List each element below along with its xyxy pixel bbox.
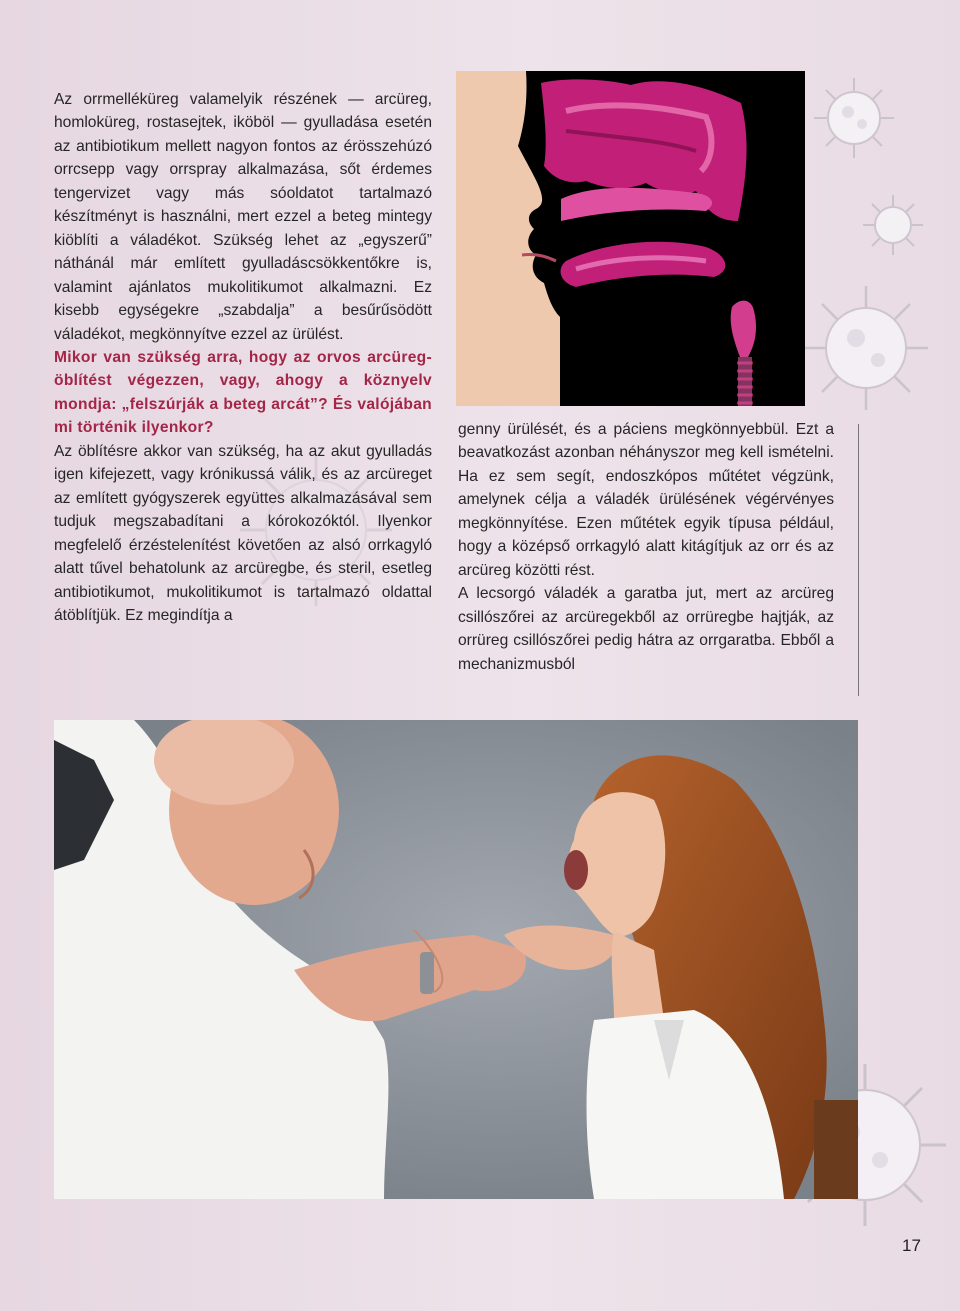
right-paragraph-2: A lecsorgó váladék a garatba jut, mert az arcüreg csillószőrei az arcüregekből az orrüregbe hajtják, az orrüreg csillószőrei pedig hátra az orrgaratba. Ebből a mechanizmusból <box>458 585 834 673</box>
answer-paragraph: Az öblítésre akkor van szükség, ha az akut gyulladás igen kifejezett, vagy krónikussá válik, és az arcüreget az említett gyógyszerek együttes alkalmazásával sem tudjuk megszabadítani a kórokozóktól. Ilyenkor megfelelő érzéstelenítést követően az alsó orrkagyló alatt tűvel behatolunk az arcüregbe, és steril, esetleg antibiotikumot, mukolitikumot is tartalmazó oldattal átöblítjük. Ez megindítja a <box>54 442 432 624</box>
left-column <box>54 88 432 627</box>
right-paragraph-1: genny ürülését, és a páciens megkönnyebbül. Ezt a beavatkozást azonban néhányszor meg kell ismételni. Ha ez sem segít, endoszkópos műtétet végzünk, amelynek célja a váladék ürülésének végérvényes megkönnyítése. Ezen műtétek egyik típusa például, hogy a középső orrkagyló alatt kitágítjuk az orr és az arcüreg közötti rést. <box>458 421 834 579</box>
right-column <box>458 418 834 676</box>
intro-paragraph: Az orrmelléküreg valamelyik részének — arcüreg, homloküreg, rostasejtek, iköböl — gyulladása esetén az antibiotikum mellett nagyon fontos az érösszehúzó orrcsepp vagy orrspray alkalmazása, sőt érdemes tengervizet vagy más sóoldatot tartalmazó készítményt is használni, mert ezzel a beteg mintegy kiöblíti a váladékot. Szükség lehet az „egyszerű” náthánál már említett gyulladáscsökkentőkre is, valamint ajánlatos mukolitikumot alkalmazni. Ez kisebb egységekre „szabdalja” a besűrűsödött váladékot, megkönnyítve ezzel az ürülést. <box>54 91 432 343</box>
doctor-patient-photo <box>54 720 858 1199</box>
virus-decoration-icon <box>808 72 900 164</box>
anatomy-illustration <box>456 71 805 406</box>
column-divider <box>858 424 859 696</box>
question-heading: Mikor van szükség arra, hogy az orvos arcüreg-öblítést végezzen, vagy, ahogy a köznyelv mondja: „felszúrják a beteg arcát”? És valójában mi történik ilyenkor? <box>54 348 432 437</box>
virus-decoration-icon <box>800 282 932 414</box>
virus-decoration-icon <box>860 192 926 258</box>
page-number: 17 <box>902 1236 921 1255</box>
